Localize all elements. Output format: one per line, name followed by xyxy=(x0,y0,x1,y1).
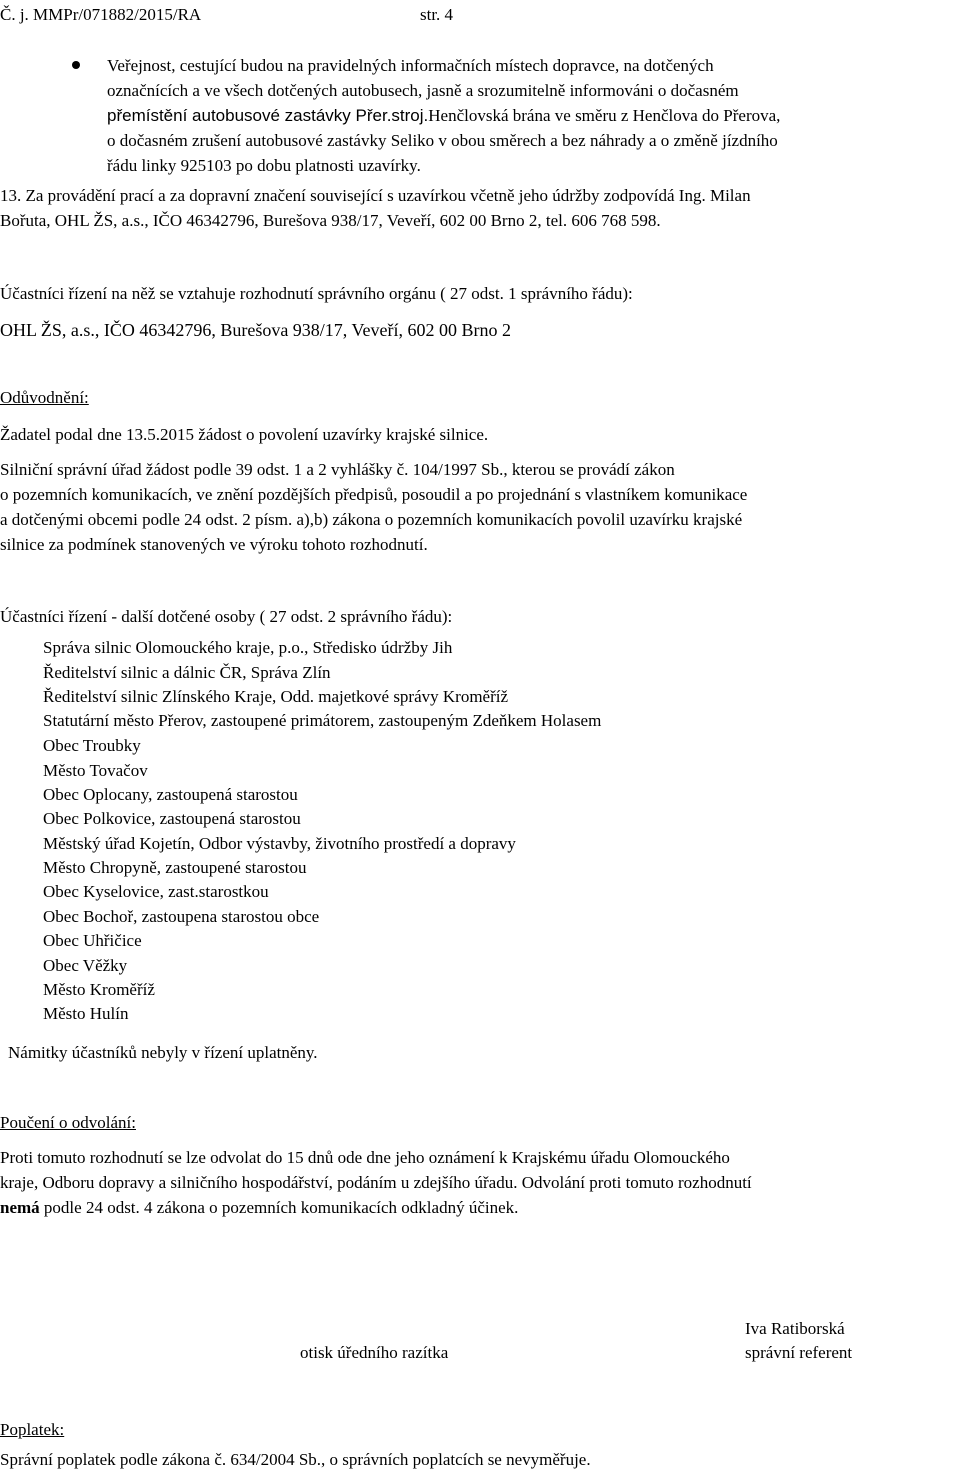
appeal-line-3-bold: nemá xyxy=(0,1198,40,1217)
list-item: Město Kroměříž xyxy=(43,980,155,999)
list-item: Městský úřad Kojetín, Odbor výstavby, životního prostředí a dopravy xyxy=(43,834,516,853)
bullet-line-5: řádu linky 925103 po dobu platnosti uzavírky. xyxy=(107,156,421,175)
bullet-line-3 xyxy=(107,103,959,128)
document-reference: Č. j. MMPr/071882/2015/RA xyxy=(0,5,202,24)
bullet-line-4: o dočasném zrušení autobusové zastávky Seliko v obou směrech a bez náhrady a o změně jízdního xyxy=(107,131,778,150)
reasoning-line-4: silnice za podmínek stanovených ve výroku tohoto rozhodnutí. xyxy=(0,535,428,554)
list-item: Statutární město Přerov, zastoupené primátorem, zastoupeným Zdeňkem Holasem xyxy=(43,711,602,730)
list-item: Obec Uhřičice xyxy=(43,931,142,950)
participants-heading: Účastníci řízení na něž se vztahuje rozhodnutí správního orgánu ( 27 odst. 1 správního řádu): xyxy=(0,284,633,303)
list-item: Ředitelství silnic a dálnic ČR, Správa Zlín xyxy=(43,663,331,682)
appeal-line-2: kraje, Odboru dopravy a silničního hospodářství, podáním u zdejšího úřadu. Odvolání proti tomuto rozhodnutí xyxy=(0,1173,752,1192)
appeal-line-3-rest: podle 24 odst. 4 zákona o pozemních komunikacích odkladný účinek. xyxy=(39,1198,519,1217)
list-item: Město Chropyně, zastoupené starostou xyxy=(43,858,307,877)
item-13-line-1: 13. Za provádění prací a za dopravní značení související s uzavírkou včetně jeho údržby zodpovídá Ing. Milan xyxy=(0,186,751,205)
page-number: str. 4 xyxy=(420,5,454,24)
fee-heading: Poplatek: xyxy=(0,1420,65,1439)
list-item: Obec Věžky xyxy=(43,956,128,975)
item-13-paragraph xyxy=(0,183,959,233)
item-13-line-2: Bořuta, OHL ŽS, a.s., IČO 46342796, Burešova 938/17, Veveří, 602 00 Brno 2, tel. 606 768 598. xyxy=(0,211,661,230)
reasoning-line-2: o pozemních komunikacích, ve znění pozdějších předpisů, posoudil a po projednání s vlastníkem komunikace xyxy=(0,485,748,504)
list-item: Obec Oplocany, zastoupená starostou xyxy=(43,785,298,804)
list-item: Obec Polkovice, zastoupená starostou xyxy=(43,809,301,828)
list-item: Město Hulín xyxy=(43,1004,129,1023)
reasoning-paragraph xyxy=(0,457,959,557)
signatory-name: Iva Ratiborská xyxy=(745,1319,845,1338)
bullet-line-3-rest: Henčlovská brána ve směru z Henčlova do Přerova, xyxy=(428,106,781,125)
bullet-line-1: Veřejnost, cestující budou na pravidelných informačních místech dopravce, na dotčených xyxy=(107,56,714,75)
appeal-heading: Poučení o odvolání: xyxy=(0,1113,136,1132)
list-item: Město Tovačov xyxy=(43,761,148,780)
list-item: Obec Troubky xyxy=(43,736,141,755)
appeal-paragraph xyxy=(0,1145,959,1220)
objections-line: Námitky účastníků nebyly v řízení uplatněny. xyxy=(8,1043,318,1062)
appeal-line-1: Proti tomuto rozhodnutí se lze odvolat do 15 dnů ode dne jeho oznámení k Krajskému úřadu Olomouckého xyxy=(0,1148,730,1167)
reasoning-line-1: Silniční správní úřad žádost podle 39 odst. 1 a 2 vyhlášky č. 104/1997 Sb., kterou se provádí zákon xyxy=(0,460,675,479)
participant-entry: OHL ŽS, a.s., IČO 46342796, Burešova 938/17, Veveří, 602 00 Brno 2 xyxy=(0,320,511,340)
reasoning-heading: Odůvodnění: xyxy=(0,388,89,407)
bullet-icon xyxy=(72,61,80,69)
appeal-line-3 xyxy=(0,1195,959,1220)
list-item: Obec Kyselovice, zast.starostkou xyxy=(43,882,269,901)
list-item: Ředitelství silnic Zlínského Kraje, Odd. majetkové správy Kroměříž xyxy=(43,687,509,706)
fee-text: Správní poplatek podle zákona č. 634/2004 Sb., o správních poplatcích se nevyměřuje. xyxy=(0,1450,591,1469)
signatory-role: správní referent xyxy=(745,1343,853,1362)
applicant-line: Žadatel podal dne 13.5.2015 žádost o povolení uzavírky krajské silnice. xyxy=(0,425,489,444)
list-item: Obec Bochoř, zastoupena starostou obce xyxy=(43,907,320,926)
bullet-line-3-sans: přemístění autobusové zastávky Přer.stroj. xyxy=(107,106,429,125)
bullet-line-2: označnících a ve všech dotčených autobusech, jasně a srozumitelně informováni o dočasném xyxy=(107,81,739,100)
other-participants-heading: Účastníci řízení - další dotčené osoby ( 27 odst. 2 správního řádu): xyxy=(0,607,453,626)
stamp-placeholder: otisk úředního razítka xyxy=(300,1343,449,1362)
list-item: Správa silnic Olomouckého kraje, p.o., Středisko údržby Jih xyxy=(43,638,453,657)
bullet-paragraph xyxy=(107,53,959,178)
reasoning-line-3: a dotčenými obcemi podle 24 odst. 2 písm. a),b) zákona o pozemních komunikacích povolil uzavírku krajské xyxy=(0,510,743,529)
